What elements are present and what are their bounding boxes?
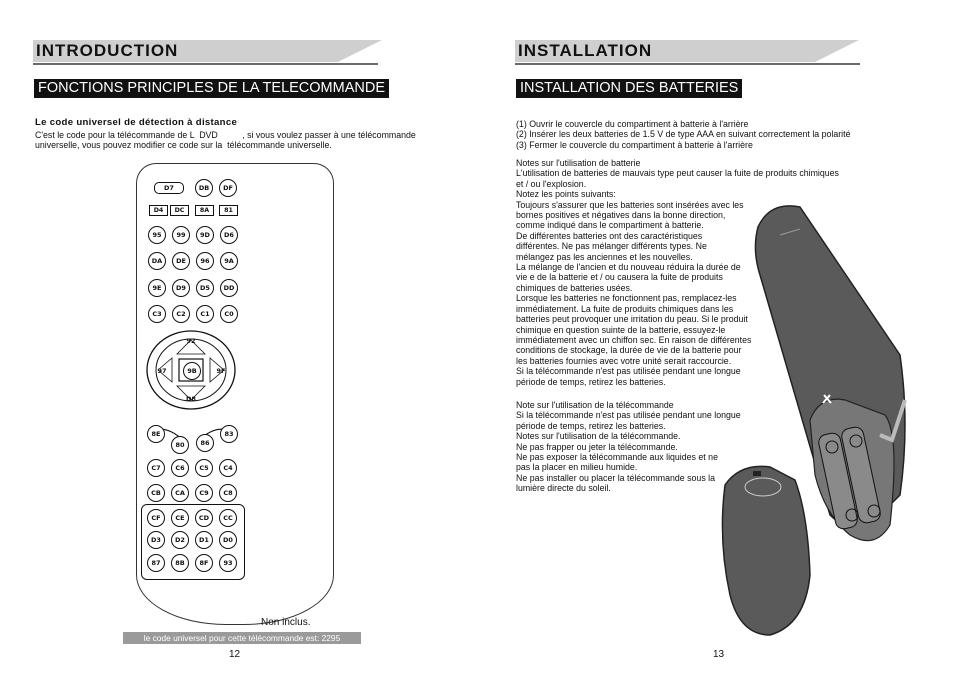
- code-text-line2: universelle, vous pouvez modifier ce code sur la télécommande universelle.: [35, 140, 332, 150]
- remote-button: 9D: [196, 226, 214, 244]
- note-line: bornes positives et négatives dans la bonne direction,: [516, 210, 726, 221]
- remote-button: DE: [172, 252, 190, 270]
- remote-button: D4: [149, 205, 168, 216]
- note-line: pas la placer en milieu humide.: [516, 462, 638, 473]
- note-line: mélangez pas les anciennes et les nouvelles.: [516, 251, 693, 262]
- step-1: (1) Ouvrir le couvercle du compartiment à batterie à l'arrière: [516, 119, 749, 129]
- step-3: (3) Fermer le couvercle du compartiment à batterie à l'arrière: [516, 139, 753, 150]
- remote-button: 8F: [195, 554, 213, 572]
- remote-button: DB: [195, 179, 213, 197]
- remote-button: D6: [220, 226, 238, 244]
- remote-button: D2: [171, 531, 189, 549]
- right-header-title: INSTALLATION: [518, 41, 653, 60]
- note-line: Notez les points suivants:: [516, 189, 616, 200]
- note-line: Ne pas exposer la télécommande aux liquides et ne: [516, 452, 718, 463]
- remote-button: 96: [196, 252, 214, 270]
- note-line: Ne pas frapper ou jeter la télécommande.: [516, 441, 678, 452]
- note-line: La mélange de l'ancien et du nouveau réduira la durée de: [516, 262, 741, 273]
- note-line: différentes. Ne pas mélanger différents types. Ne: [516, 241, 707, 252]
- remote-button: 95: [148, 226, 166, 244]
- note-line: les batteries fournies avec votre unité serait raccourcie.: [516, 355, 732, 366]
- remote-button: CF: [147, 509, 165, 527]
- note-line: Toujours s'assurer que les batteries sont insérées avec les: [516, 199, 744, 210]
- remote-button: 99: [172, 226, 190, 244]
- remote-button: D7: [154, 182, 184, 194]
- remote-button: CB: [147, 484, 165, 502]
- step-2: (2) Insérer les deux batteries de 1.5 V de type AAA en suivant correctement la polarité: [516, 129, 851, 140]
- remote-button: CE: [171, 509, 189, 527]
- remote-button: DA: [148, 252, 166, 270]
- remote-button: C3: [148, 305, 166, 323]
- remote-button: 86: [196, 434, 214, 452]
- right-subheader: INSTALLATION DES BATTERIES: [516, 79, 742, 98]
- remote-button: 81: [219, 205, 238, 216]
- remote-button: D9: [172, 279, 190, 297]
- remote-button: C8: [219, 484, 237, 502]
- left-subheader: FONCTIONS PRINCIPLES DE LA TELECOMMANDE: [34, 79, 389, 98]
- note-line: Notes sur l'utilisation de batterie: [516, 158, 641, 168]
- remote-button: 9A: [220, 252, 238, 270]
- remote-button: C7: [147, 459, 165, 477]
- right-section-header: [515, 40, 865, 62]
- note-line: Ne pas installer ou placer la télécommande sous la: [516, 472, 716, 483]
- note-line: immédiatement. La fuite de produits chimiques dans les: [516, 303, 734, 314]
- note-line: conditions de stockage, la durée de vie de la batterie pour: [516, 345, 742, 356]
- remote-button: 83: [220, 425, 238, 443]
- note-line: Si la télécommande n'est pas utilisée pendant une longue: [516, 410, 741, 421]
- remote-button: CC: [219, 509, 237, 527]
- note-line: période de temps, retirez les batteries.: [516, 376, 666, 387]
- code-text-line1: C'est le code pour la télécommande de L DVD , si vous voulez passer à une télécommande: [35, 130, 416, 140]
- remote-control-illustration: [136, 163, 334, 625]
- remote-button: D0: [219, 531, 237, 549]
- nav-down-button: D8: [186, 395, 196, 403]
- left-section-header: [33, 40, 383, 62]
- remote-button: 80: [171, 436, 189, 454]
- note-line: et / ou l'explosion.: [516, 178, 587, 189]
- remote-button: DD: [220, 279, 238, 297]
- page-number-right: 13: [713, 649, 725, 660]
- note-line: L'utilisation de batteries de mauvais type peut causer la fuite de produits chimiques: [516, 168, 839, 179]
- remote-button: CA: [171, 484, 189, 502]
- note-line: De différentes batteries ont des caractéristiques: [516, 230, 703, 241]
- remote-button: C6: [171, 459, 189, 477]
- universal-code-footer: le code universel pour cette télécommande est: 2295: [123, 632, 361, 644]
- note-line: batteries peut provoquer une irritation du peau. Si le produit: [516, 314, 748, 325]
- remote-button: 8E: [147, 425, 165, 443]
- remote-button: 93: [219, 554, 237, 572]
- nav-up-button: 92: [186, 337, 196, 345]
- remote-button: C4: [219, 459, 237, 477]
- remote-button: 9E: [148, 279, 166, 297]
- remote-button: C0: [220, 305, 238, 323]
- remote-button: D3: [147, 531, 165, 549]
- note-line: Lorsque les batteries ne fonctionnent pas, remplacez-les: [516, 293, 737, 304]
- remote-button: CD: [195, 509, 213, 527]
- remote-usage-notes: [516, 400, 741, 494]
- remote-button: 8B: [171, 554, 189, 572]
- note-line: Notes sur l'utilisation de la télécommande.: [516, 431, 681, 442]
- note-line: période de temps, retirez les batteries.: [516, 420, 666, 431]
- nav-right-button: 9F: [216, 367, 226, 375]
- nav-left-button: 97: [157, 367, 167, 375]
- remote-button: 87: [147, 554, 165, 572]
- remote-button: 8A: [195, 205, 214, 216]
- note-line: vie e de la batterie et / ou causera la fuite de produits: [516, 272, 723, 283]
- note-line: comme indiqué dans le compartiment à batterie.: [516, 220, 704, 231]
- non-inclus-label: Non inclus.: [261, 617, 311, 628]
- page-number-left: 12: [229, 649, 241, 660]
- remote-button: D1: [195, 531, 213, 549]
- remote-button: C1: [196, 305, 214, 323]
- note-line: chimiques de batteries usées.: [516, 282, 633, 293]
- nav-ok-button: 9B: [183, 362, 201, 380]
- remote-button: DC: [170, 205, 189, 216]
- note-line: Note sur l'utilisation de la télécommande: [516, 400, 674, 410]
- left-header-title: INTRODUCTION: [36, 41, 179, 60]
- note-line: lumière directe du soleil.: [516, 483, 611, 494]
- note-line: Si la télécommande n'est pas utilisée pendant une longue: [516, 366, 741, 377]
- remote-button: C5: [195, 459, 213, 477]
- code-title: Le code universel de détection à distance: [35, 117, 238, 128]
- note-line: immédiatement avec un chiffon sec. En raison de différentes: [516, 334, 752, 345]
- remote-button: D5: [196, 279, 214, 297]
- battery-notes: [516, 158, 839, 387]
- installation-steps: [516, 119, 850, 150]
- remote-button: C2: [172, 305, 190, 323]
- remote-button: C9: [195, 484, 213, 502]
- remote-button: DF: [219, 179, 237, 197]
- note-line: chimique en question suinte de la batterie, essuyez-le: [516, 324, 726, 335]
